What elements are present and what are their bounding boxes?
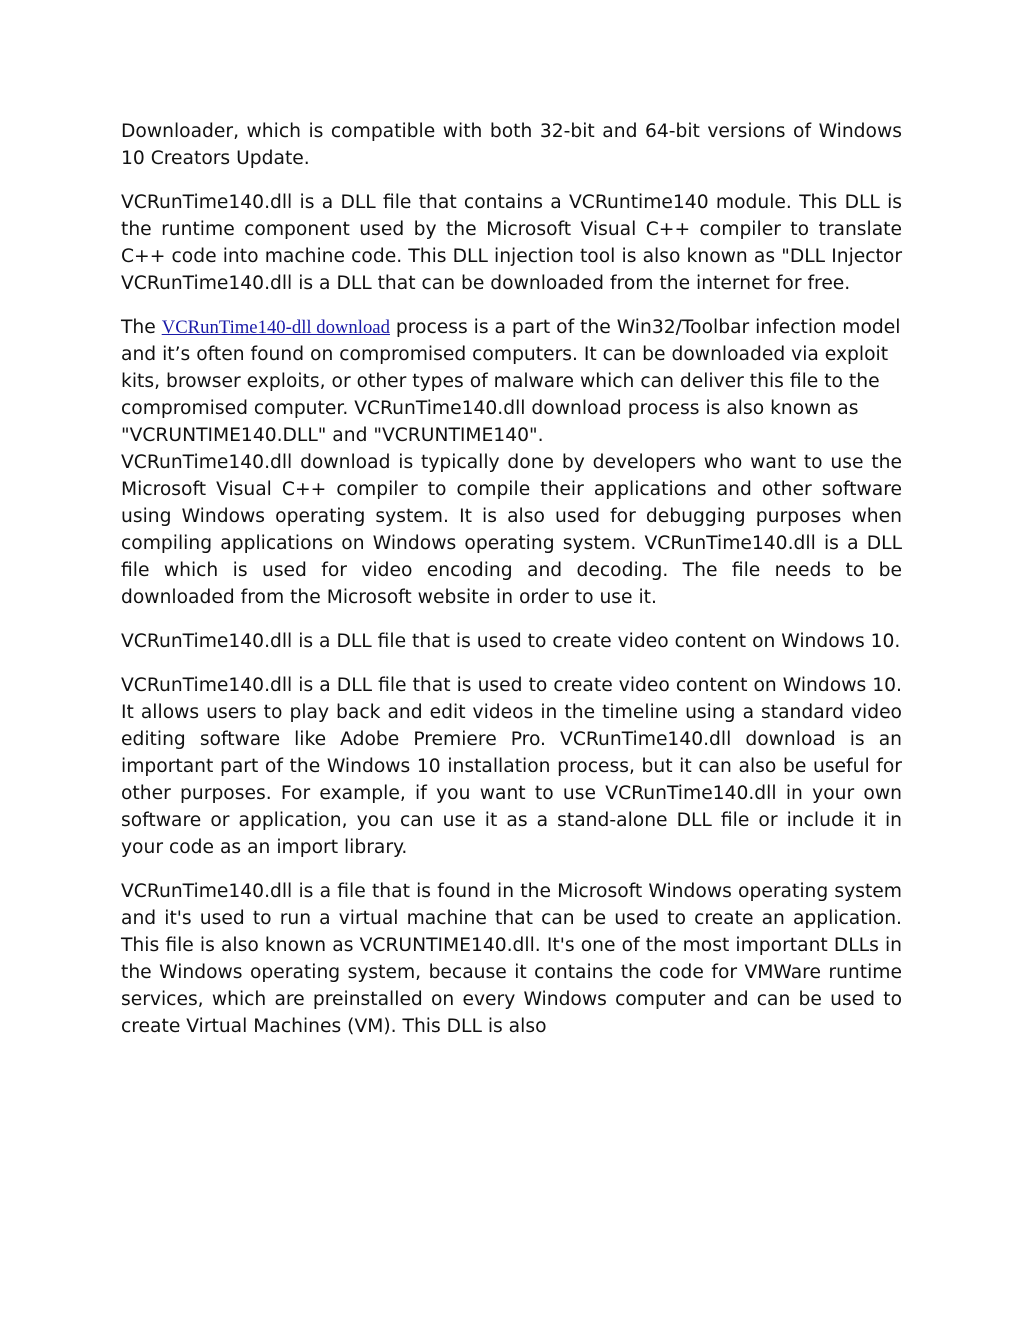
paragraph-downloader: Downloader, which is compatible with both 32-bit and 64-bit versions of Windows 10 Creators Update. (121, 121, 902, 169)
paragraph-continuation-text: process is a part of the Win32/Toolbar infection model and it’s often found on compromised computers. It can be downloaded via exploit kits, browser exploits, or other types of malware which can deliver this file to the compromised computer. VCRunTime140.dll download process is also known as "VCRUNTIME140.DLL" and "VCRUNTIME140". (121, 317, 901, 446)
document-page (121, 118, 902, 1057)
vcruntime-download-link[interactable]: VCRunTime140-dll download (161, 317, 390, 338)
paragraph-video-content-short: VCRunTime140.dll is a DLL file that is used to create video content on Windows 10. (121, 631, 901, 652)
paragraph-dll-description: VCRunTime140.dll is a DLL file that contains a VCRuntime140 module. This DLL is the runtime component used by the Microsoft Visual C++ compiler to translate C++ code into machine code. This DLL injection tool is also known as "DLL Injector VCRunTime140.dll is a DLL that can be downloaded from the internet for free. (121, 192, 902, 294)
paragraph-virtual-machine: VCRunTime140.dll is a file that is found in the Microsoft Windows operating system and it's used to run a virtual machine that can be used to create an application. This file is also known as VCRUNTIME140.dll. It's one of the most important DLLs in the Windows operating system, because it contains the code for VMWare runtime services, which are preinstalled on every Windows computer and can be used to create Virtual Machines (VM). This DLL is also (121, 881, 902, 1037)
paragraph-download-process (121, 314, 902, 449)
paragraph-developers: VCRunTime140.dll download is typically done by developers who want to use the Microsoft Visual C++ compiler to compile their applications and other software using Windows operating system. It is also used for debugging purposes when compiling applications on Windows operating system. VCRunTime140.dll is a DLL file which is used for video encoding and decoding. The file needs to be downloaded from the Microsoft website in order to use it. (121, 452, 902, 608)
paragraph-video-content-long: VCRunTime140.dll is a DLL file that is used to create video content on Windows 10. It allows users to play back and edit videos in the timeline using a standard video editing software like Adobe Premiere Pro. VCRunTime140.dll download is an important part of the Windows 10 installation process, but it can also be useful for other purposes. For example, if you want to use VCRunTime140.dll in your own software or application, you can use it as a stand-alone DLL file or include it in your code as an import library. (121, 675, 902, 858)
paragraph-intro-text: The (121, 317, 162, 338)
